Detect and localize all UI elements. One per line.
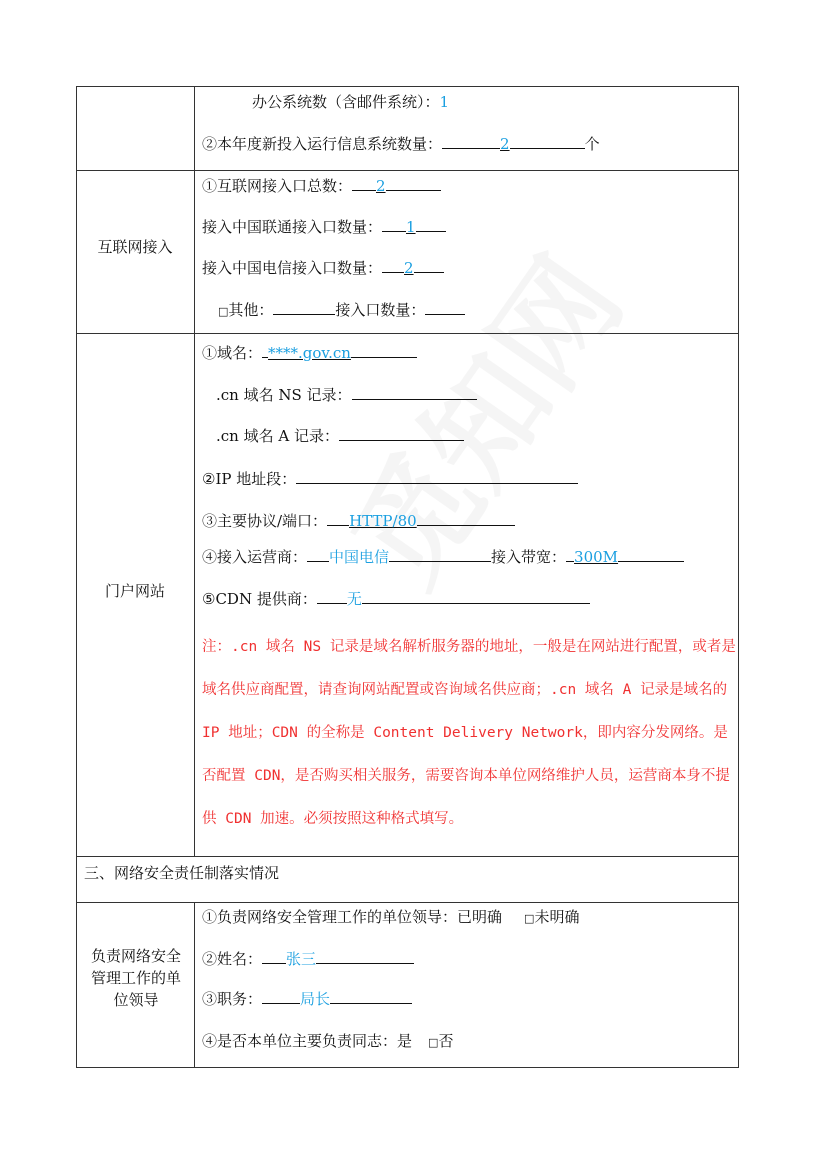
protocol-line: ③主要协议/端口： HTTP/80 <box>202 511 515 531</box>
portal-note: 注：.cn 域名 NS 记录是域名解析服务器的地址，一般是在网站进行配置，或者是域名供应商配置，请查询网站配置或咨询域名供应商；.cn 域名 A 记录是域名的 IP 地址；CDN 的全称是 Content Delivery Network，即内容分发网络。是否配置 CDN，是否购买相关服务，需要咨询本单位网络维护人员，运营商本身不提供 CDN 加速。必须按照这种格式填写。 <box>202 639 736 827</box>
table-border <box>76 1067 739 1068</box>
row-divider <box>76 902 739 903</box>
leader-primary-line: ④是否本单位主要负责同志：是 □否 <box>202 1032 454 1050</box>
ns-record-line: .cn 域名 NS 记录： <box>216 385 477 405</box>
portal-label: 门户网站 <box>104 582 165 600</box>
leader-defined-line: ①负责网络安全管理工作的单位领导：已明确 □未明确 <box>202 908 580 926</box>
internet-total-line: ①互联网接入口总数： 2 <box>202 176 441 196</box>
other-line: □其他： 接入口数量： <box>218 300 465 322</box>
a-record-line: .cn 域名 A 记录： <box>216 426 464 446</box>
table-border <box>76 86 77 1068</box>
checkbox-icon[interactable]: □ <box>524 912 535 925</box>
unicom-line: 接入中国联通接入口数量： 1 <box>202 217 446 237</box>
row-divider <box>76 856 739 857</box>
new-systems-line: ②本年度新投入运行信息系统数量： 2 个 <box>202 135 600 153</box>
checkbox-icon[interactable]: □ <box>218 305 229 318</box>
cdn-line: ⑤CDN 提供商： 无 <box>202 589 590 609</box>
telecom-line: 接入中国电信接入口数量： 2 <box>202 258 444 278</box>
leader-label: 负责网络安全管理工作的单位领导 <box>90 947 181 1009</box>
column-divider <box>194 86 195 856</box>
section-title: 三、网络安全责任制落实情况 <box>84 864 280 882</box>
table-border <box>76 86 739 87</box>
row-divider <box>76 170 739 171</box>
ip-range-line: ②IP 地址段： <box>202 469 578 489</box>
table-border <box>738 86 739 1068</box>
domain-line: ①域名： ****.gov.cn <box>202 343 417 363</box>
isp-line: ④接入运营商： 中国电信 接入带宽： 300M <box>202 547 684 567</box>
row-divider <box>76 333 739 334</box>
internet-access-label: 互联网接入 <box>97 238 173 256</box>
checkbox-icon[interactable]: □ <box>428 1036 439 1049</box>
leader-title-line: ③职务： 局长 <box>202 989 412 1009</box>
column-divider <box>194 902 195 1067</box>
leader-name-line: ②姓名： 张三 <box>202 949 414 969</box>
office-systems-line: 办公系统数（含邮件系统）：1 <box>252 93 450 111</box>
